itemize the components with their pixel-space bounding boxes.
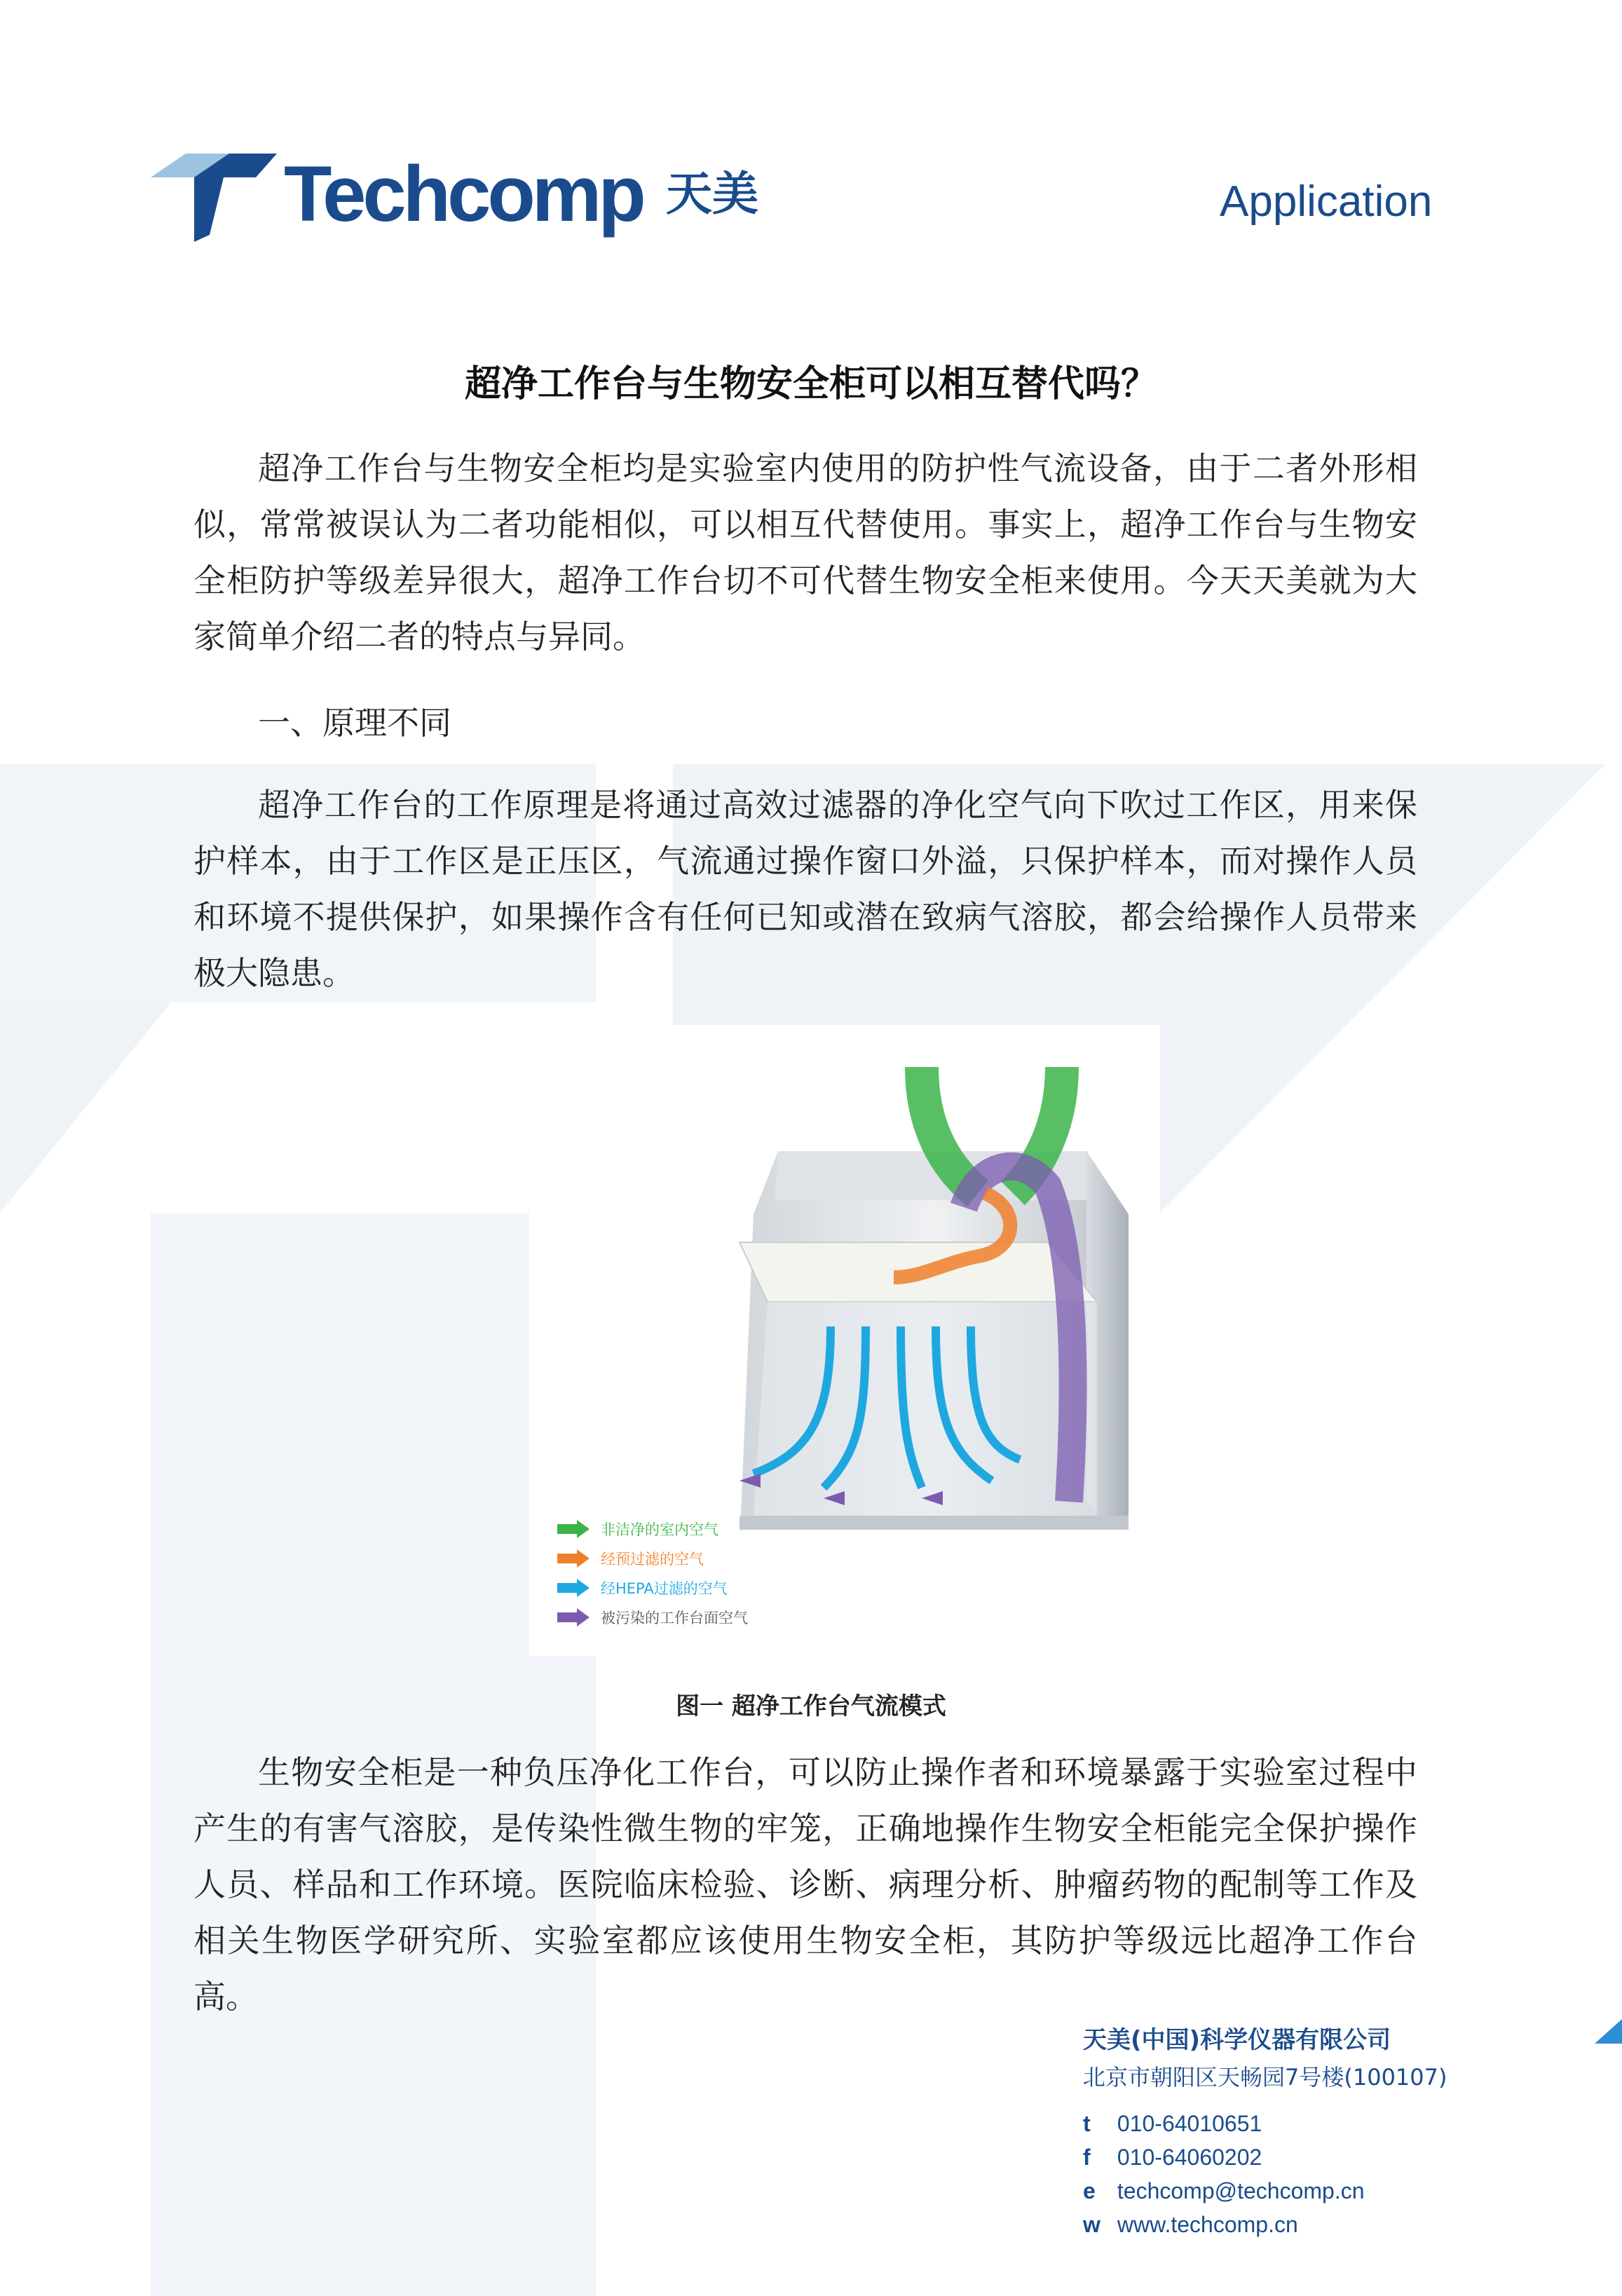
phone-number: 010-64010651: [1117, 2111, 1262, 2136]
contact-website: [1083, 2208, 1574, 2241]
page-title: 超净工作台与生物安全柜可以相互替代吗？: [464, 363, 1157, 405]
contact-key: t: [1083, 2111, 1091, 2136]
arrow-right-icon: [557, 1579, 589, 1597]
contact-key: f: [1083, 2145, 1091, 2170]
logo-mark-icon: [151, 151, 277, 242]
company-address: 北京市朝阳区天畅园7号楼(100107): [1083, 2064, 1447, 2091]
document-type-label: Application: [1220, 177, 1433, 226]
legend-label: 经预过滤的空气: [601, 1551, 704, 1568]
legend-label: 被污染的工作台面空气: [601, 1610, 748, 1626]
airflow-figure: [529, 1025, 1160, 1656]
contact-phone: [1083, 2107, 1574, 2140]
website-link[interactable]: www.techcomp.cn: [1117, 2212, 1298, 2237]
company-name: 天美(中国)科学仪器有限公司: [1083, 2026, 1391, 2054]
contact-fax: [1083, 2140, 1574, 2174]
contact-key: e: [1083, 2178, 1096, 2203]
contact-key: w: [1083, 2212, 1100, 2237]
arrow-right-icon: [557, 1608, 589, 1626]
techcomp-logo: [151, 151, 768, 242]
section-heading: 一、原理不同: [258, 704, 451, 742]
brand-name-cn: 天美: [666, 167, 758, 221]
legend-label: 非洁净的室内空气: [601, 1521, 718, 1538]
legend-label: 经HEPA过滤的空气: [601, 1580, 728, 1597]
email-link[interactable]: techcomp@techcomp.cn: [1117, 2178, 1365, 2203]
contact-footer: [1083, 2023, 1574, 2241]
biosafety-paragraph: 生物安全柜是一种负压净化工作台，可以防止操作者和环境暴露于实验室过程中产生的有害气溶胶，是传染性微生物的牢笼，正确地操作生物安全柜能完全保护操作人员、样品和工作环境。医院临床检验、诊断、病理分析、肿瘤药物的配制等工作及相关生物医学研究所、实验室都应该使用生物安全柜，其防护等级远比超净工作台高。: [193, 1753, 1417, 2016]
contact-email: [1083, 2174, 1574, 2208]
figure-caption: 图一 超净工作台气流模式: [676, 1692, 946, 1720]
clean-bench-illustration: [529, 1025, 1160, 1530]
fax-number: 010-64060202: [1117, 2145, 1262, 2170]
arrow-right-icon: [557, 1520, 589, 1538]
intro-paragraph: 超净工作台与生物安全柜均是实验室内使用的防护性气流设备，由于二者外形相似，常常被误认为二者功能相似，可以相互代替使用。事实上，超净工作台与生物安全柜防护等级差异很大，超净工作台切不可代替生物安全柜来使用。今天天美就为大家简单介绍二者的特点与异同。: [193, 449, 1417, 655]
clean-bench-paragraph: 超净工作台的工作原理是将通过高效过滤器的净化空气向下吹过工作区，用来保护样本，由于工作区是正压区，气流通过操作窗口外溢，只保护样本，而对操作人员和环境不提供保护，如果操作含有任何已知或潜在致病气溶胶，都会给操作人员带来极大隐患。: [193, 786, 1417, 992]
brand-name: Techcomp: [284, 150, 643, 238]
arrow-right-icon: [557, 1549, 589, 1568]
